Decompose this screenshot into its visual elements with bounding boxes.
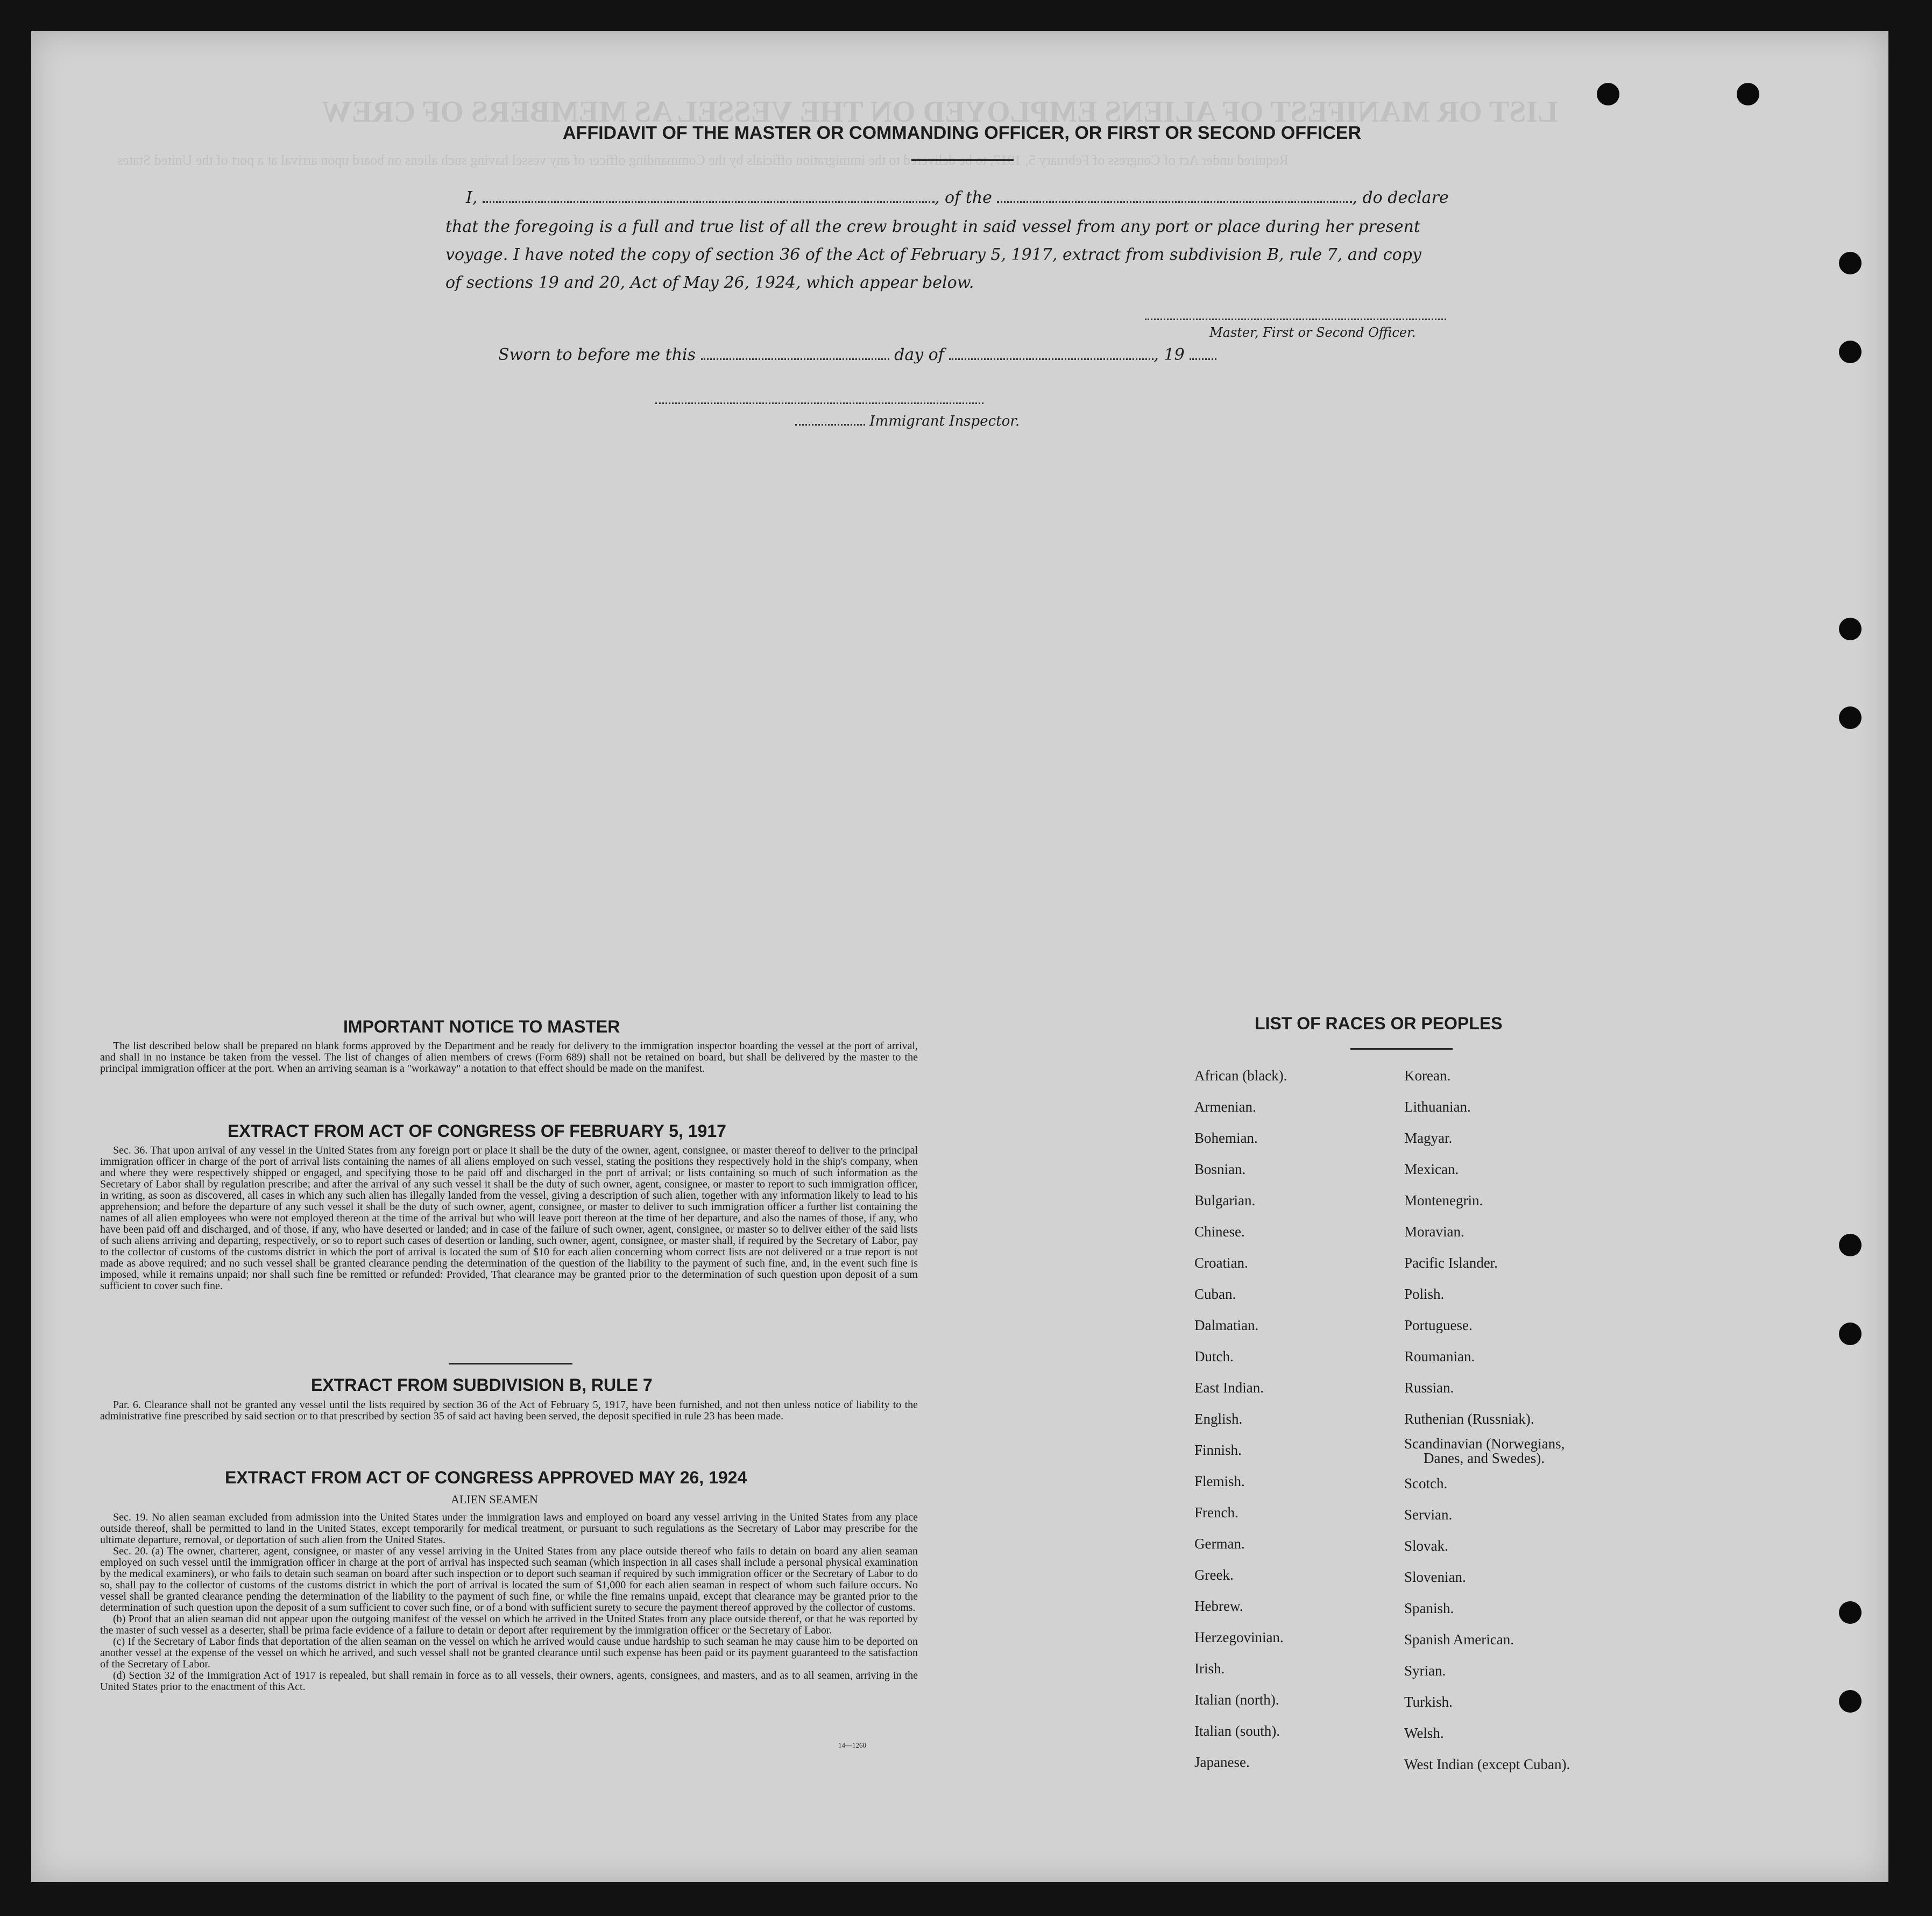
notice-paragraph: The list described below shall be prepared on blank forms approved by the Department and be ready for delivery to the immigration inspector boarding the vessel at the port of arrival, and shall in no instance be taken from the vessel. The list of changes of alien members of crews (Form 689) shall not be retained on board, but shall be delivered by the master to the principal immigration officer at the port. When an arriving seaman is a "workaway" a notation to that effect should be made on the manifest. [100,1040,918,1074]
bleed-through-title: LIST OR MANIFEST OF ALIENS EMPLOYED ON THE VESSEL AS MEMBERS OF CREW [322,95,1558,129]
race-item: Armenian. [1194,1099,1256,1115]
race-item: Moravian. [1404,1224,1464,1240]
section-rule [449,1363,572,1364]
races-left-column [1194,1060,1287,1778]
race-item-line2: Danes, and Swedes). [1424,1450,1545,1466]
vessel-blank [997,198,1352,203]
race-item: Dutch. [1194,1348,1234,1364]
race-item-scandinavian [1404,1434,1570,1468]
race-item: Scotch. [1404,1475,1448,1491]
race-item: Slovenian. [1404,1569,1466,1585]
race-item: German. [1194,1536,1245,1552]
master-signature-line [1145,319,1446,320]
races-right-column [1404,1060,1570,1780]
races-title-rule [1350,1048,1453,1050]
sworn-year-blank [1190,355,1216,360]
race-item: Dalmatian. [1194,1317,1259,1333]
race-item: Japanese. [1194,1754,1250,1770]
form-number: 14—1260 [838,1741,866,1749]
race-item: Flemish. [1194,1473,1245,1489]
extract-rule7-title: EXTRACT FROM SUBDIVISION B, RULE 7 [311,1375,653,1395]
race-item: Magyar. [1404,1130,1453,1146]
punch-hole [1839,706,1862,729]
race-item: Chinese. [1194,1224,1245,1240]
day-of-text: day of [894,345,944,364]
race-item: Servian. [1404,1507,1453,1523]
sworn-day-blank [701,355,889,360]
extract-rule7-paragraph: Par. 6. Clearance shall not be granted any vessel until the lists required by section 36 of the Act of February 5, 1917, have been furnished, and not then unless notice of liability to the administrative fine prescribed by said section or to that prescribed by section 35 of said act having been served, the deposit specified in rule 23 has been made. [100,1399,918,1422]
race-item: East Indian. [1194,1380,1264,1396]
race-item: Pacific Islander. [1404,1255,1498,1271]
race-item: Mexican. [1404,1161,1459,1177]
affidavit-line-4: of sections 19 and 20, Act of May 26, 1924, which appear below. [445,273,974,292]
affidavit-title: AFFIDAVIT OF THE MASTER OR COMMANDING OFFICER, OR FIRST OR SECOND OFFICER [563,123,1361,143]
inspector-dots [795,421,865,426]
sec20a-paragraph: Sec. 20. (a) The owner, charterer, agent, consignee, or master of any vessel arriving in the United States from any place outside thereof who fails to detain on board any alien seaman employed on such vessel until the immigration officer in charge at the port of arrival has inspected such seaman (which inspection in all cases shall include a personal physical examination by the medical examiners), or who fails to detain such seaman on board after such inspection or to deport such seaman if required by such immigration officer or the Secretary of Labor to do so, shall pay to the collector of customs of the customs district in which the port of arrival is located the sum of $1,000 for each alien seaman in respect of whom such failure occurs. No vessel shall be granted clearance pending the determination of the liability to the payment of such fine, or while the fine remains unpaid, except that clearance may be granted prior to the determination of such question upon the deposit of a sum sufficient to cover such fine, or of a bond with sufficient surety to secure the payment thereof approved by the collector of customs. [100,1545,918,1614]
races-title: LIST OF RACES OR PEOPLES [1255,1014,1503,1033]
punch-hole [1839,1601,1862,1624]
race-item: West Indian (except Cuban). [1404,1756,1570,1772]
race-item: Polish. [1404,1286,1445,1302]
sec19-paragraph: Sec. 19. No alien seaman excluded from admission into the United States under the immigration laws and employed on board any vessel arriving in the United States from any place outside thereof, shall be permitted to land in the United States, except temporarily for medical treatment, or pursuant to such regulations as the Secretary of Labor may prescribe for the ultimate departure, removal, or deportation of such alien from the United States. [100,1511,918,1546]
race-item: Slovak. [1404,1538,1448,1554]
extract-1917-body [100,1145,918,1292]
race-item: French. [1194,1504,1239,1521]
race-item: Spanish American. [1404,1631,1514,1648]
inspector-label: Immigrant Inspector. [869,413,1020,429]
punch-hole [1839,252,1862,274]
race-item: Roumanian. [1404,1348,1475,1364]
sworn-month-blank [949,355,1153,360]
extract-1917-title: EXTRACT FROM ACT OF CONGRESS OF FEBRUARY 5, 1917 [228,1121,726,1141]
punch-hole [1597,83,1619,105]
sec20c-paragraph: (c) If the Secretary of Labor finds that deportation of the alien seaman on the vessel on which he arrived would cause undue hardship to such seaman he may cause him to be deported on another vessel at the expense of the vessel on which he arrived, and such vessel shall not be granted clearance until such expense has been paid or its payment guaranteed to the satisfaction of the Secretary of Labor. [100,1636,918,1670]
punch-hole [1737,83,1759,105]
bleed-through-subtitle: Required under Act of Congress of February 5, 1917, to be delivered to the immigration officials by the Commanding officer of any vessel having such aliens on board upon arrival at a port of the United States [117,152,1289,168]
year-text: , 19 [1153,345,1185,364]
race-item: Croatian. [1194,1255,1248,1271]
race-item: Korean. [1404,1067,1451,1084]
race-item: Bulgarian. [1194,1192,1256,1208]
race-item: Russian. [1404,1380,1454,1396]
affidavit-of-the: , of the [934,188,992,207]
affidavit-line-1 [466,188,1449,207]
race-item: English. [1194,1411,1243,1427]
race-item: Bosnian. [1194,1161,1246,1177]
notice-body [100,1041,918,1074]
alien-seamen-subtitle: ALIEN SEAMEN [451,1493,538,1506]
sec20d-paragraph: (d) Section 32 of the Immigration Act of 1917 is repealed, but shall remain in force as to all vessels, their owners, agents, consignees, and masters, and as to all seamen, arriving in the United States prior to the enactment of this Act. [100,1670,918,1693]
race-item-line1: Scandinavian (Norwegians, [1404,1436,1565,1452]
extract-rule7-body [100,1399,918,1422]
race-item: Syrian. [1404,1663,1446,1679]
punch-hole [1839,1234,1862,1256]
inspector-signature-line [655,402,983,404]
race-item: Ruthenian (Russniak). [1404,1411,1534,1427]
race-item: Irish. [1194,1660,1225,1677]
sec20b-paragraph: (b) Proof that an alien seaman did not appear upon the outgoing manifest of the vessel on which he arrived in the United States from any place outside thereof, or that he was reported by the master of such vessel as a deserter, shall be prima facie evidence of a failure to detain or deport after requirement by the immigration officer or the Secretary of Labor. [100,1613,918,1636]
affidavit-line-2: that the foregoing is a full and true list of all the crew brought in said vessel from any port or place during her present [445,217,1420,236]
notice-title: IMPORTANT NOTICE TO MASTER [343,1017,620,1036]
race-item: Spanish. [1404,1600,1454,1616]
inspector-label-row [795,413,1020,429]
punch-hole [1839,1690,1862,1713]
manifest-sheet [31,31,1888,1882]
race-item: Montenegrin. [1404,1192,1483,1208]
master-signature-label: Master, First or Second Officer. [1209,325,1416,340]
name-blank [483,198,935,203]
affidavit-i: I, [466,188,478,207]
race-item: Lithuanian. [1404,1099,1471,1115]
race-item: African (black). [1194,1067,1287,1084]
extract-1917-paragraph: Sec. 36. That upon arrival of any vessel in the United States from any foreign port or place it shall be the duty of the owner, agent, consignee, or master thereof to deliver to the principal immigration officer in charge of the port of arrival lists containing the names of all aliens employed on such vessel, stating the positions they respectively hold in the ship's company, when and where they were respectively shipped or engaged, and specifying those to be paid off and discharged in the port of arrival; or lists containing so much of such information as the Secretary of Labor shall by regulation prescribe; and after the arrival of any such vessel it shall be the duty of such owner, agent, consignee, or master to report to such immigration officer, in writing, as soon as discovered, all cases in which any such alien has illegally landed from the vessel, giving a description of such alien, together with any information likely to lead to his apprehension; and before the departure of any such vessel it shall be the duty of such owner, agent, consignee, or master to deliver to such immigration officer a further list containing the names of all alien employees who were not employed thereon at the time of the arrival but who will leave port thereon at the time of her departure, and also the names of those, if any, who have been paid off and discharged, and of those, if any, who have deserted or landed; and in case of the failure of such owner, agent, consignee, or master so to deliver either of the said lists of such aliens arriving and departing, respectively, or so to report such cases of desertion or landing, such owner, agent, consignee, or master shall, if required by the Secretary of Labor, pay to the collector of customs of the customs district in which the port of arrival is located the sum of $10 for each alien concerning whom correct lists are not delivered or a true report is not made as above required; and no such vessel shall be granted clearance pending the determination of the question of the liability to the payment of such fine, and, in the event such fine is imposed, while it remains unpaid; nor shall such fine be remitted or refunded: Provided, That clearance may be granted prior to the determination of such question upon deposit of a sum sufficient to cover such fine. [100,1144,918,1292]
punch-hole [1839,1323,1862,1345]
extract-1924-title: EXTRACT FROM ACT OF CONGRESS APPROVED MAY 26, 1924 [225,1468,747,1487]
affidavit-do-declare: , do declare [1352,188,1449,207]
extract-1924-body [100,1512,918,1693]
race-item: Herzegovinian. [1194,1629,1284,1645]
sworn-line [498,345,1216,364]
race-item: Finnish. [1194,1442,1242,1458]
race-item: Hebrew. [1194,1598,1243,1614]
race-item: Italian (south). [1194,1723,1280,1739]
affidavit-title-rule [911,159,1014,161]
punch-hole [1839,618,1862,640]
race-item: Portuguese. [1404,1317,1473,1333]
race-item: Italian (north). [1194,1692,1279,1708]
punch-hole [1839,341,1862,363]
race-item: Welsh. [1404,1725,1444,1741]
race-item: Greek. [1194,1567,1234,1583]
sworn-text: Sworn to before me this [498,345,696,364]
race-item: Cuban. [1194,1286,1236,1302]
race-item: Turkish. [1404,1694,1453,1710]
race-item: Bohemian. [1194,1130,1258,1146]
affidavit-line-3: voyage. I have noted the copy of section 36 of the Act of February 5, 1917, extract from subdivision B, rule 7, and copy [445,245,1421,264]
